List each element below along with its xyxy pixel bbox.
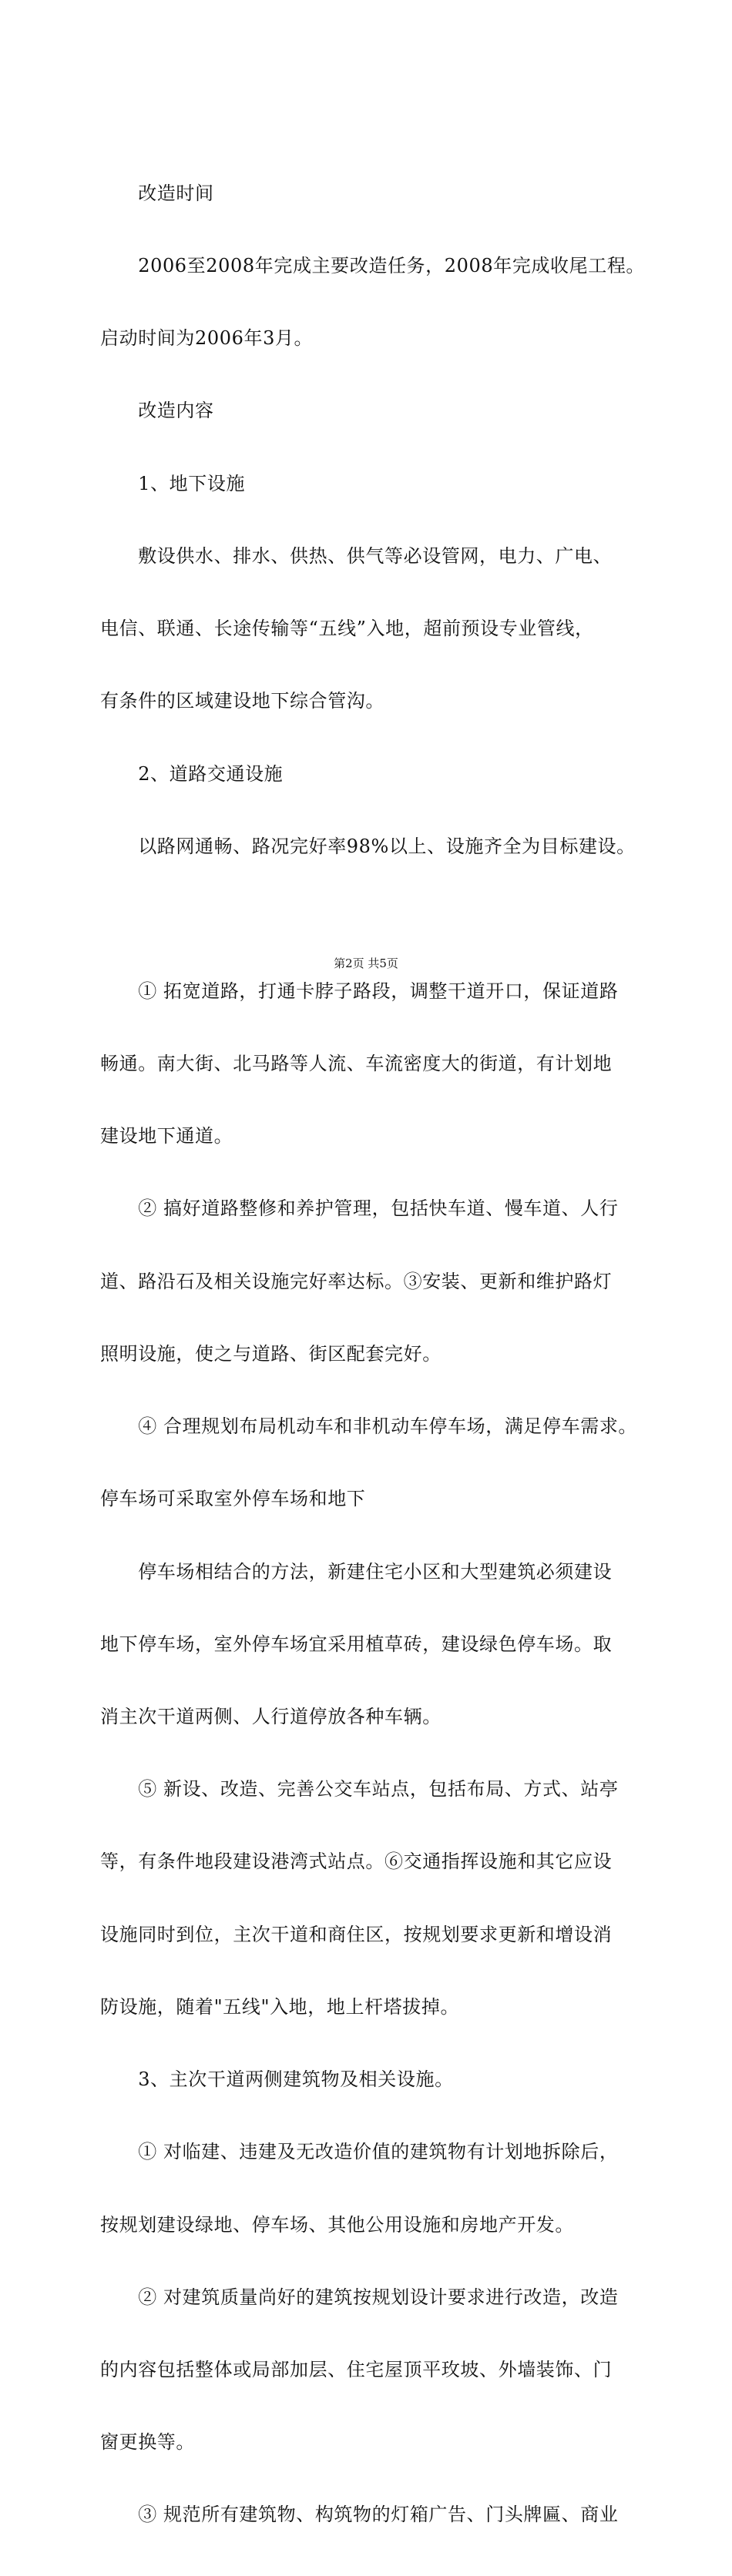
text-line: ② 对建筑质量尚好的建筑按规划设计要求进行改造，改造: [100, 2286, 619, 2308]
text-line: 照明设施，使之与道路、街区配套完好。: [100, 1342, 442, 1365]
text-line: 以路网通畅、路况完好率98%以上、设施齐全为目标建设。: [100, 835, 636, 857]
text-line: 地下停车场，室外停车场宜采用植草砖，建设绿色停车场。取: [100, 1633, 613, 1655]
text-line: 窗更换等。: [100, 2431, 195, 2454]
text-line: ② 搞好道路整修和养护管理，包括快车道、慢车道、人行: [100, 1198, 619, 1220]
text-line: 的内容包括整体或局部加层、住宅屋顶平玫坡、外墙装饰、门: [100, 2358, 613, 2380]
text-line: 停车场可采取室外停车场和地下: [100, 1488, 366, 1510]
blank-line: [100, 907, 655, 931]
text-line: 有条件的区域建设地下综合管沟。: [100, 690, 384, 712]
text-line: ① 对临建、违建及无改造价值的建筑物有计划地拆除后，: [100, 2141, 619, 2163]
document-body: [100, 133, 655, 2576]
text-line: 电信、联通、长途传输等“五线”入地，超前预设专业管线，: [100, 618, 594, 640]
text-line: 启动时间为2006年3月。: [100, 327, 314, 350]
page-number-footer: 第2页 共5页: [334, 956, 398, 970]
text-line: 等，有条件地段建设港湾式站点。⑥交通指挥设施和其它应设: [100, 1851, 613, 1873]
text-line: 停车场相结合的方法，新建住宅小区和大型建筑必须建设: [100, 1560, 613, 1583]
text-line: 设施同时到位，主次干道和商住区，按规划要求更新和增设消: [100, 1923, 613, 1945]
text-line: 改造内容: [100, 400, 214, 422]
text-line: 3、主次干道两侧建筑物及相关设施。: [100, 2069, 454, 2091]
text-line: 2、道路交通设施: [100, 762, 284, 785]
text-line: 2006至2008年完成主要改造任务，2008年完成收尾工程。: [100, 255, 646, 277]
text-line: 消主次干道两侧、人行道停放各种车辆。: [100, 1706, 442, 1727]
text-line: 按规划建设绿地、停车场、其他公用设施和房地产开发。: [100, 2213, 574, 2236]
text-line: ④ 合理规划布局机动车和非机动车停车场，满足停车需求。: [100, 1415, 638, 1438]
text-line: 改造时间: [100, 182, 214, 204]
text-line: 敷设供水、排水、供热、供气等必设管网，电力、广电、: [100, 544, 613, 567]
text-line: 畅通。南大街、北马路等人流、车流密度大的街道，有计划地: [100, 1053, 613, 1075]
text-line: ① 拓宽道路，打通卡脖子路段，调整干道开口，保证道路: [100, 980, 619, 1002]
text-line: 防设施，随着"五线"入地，地上杆塔拔掉。: [100, 1995, 460, 2018]
text-line: 1、地下设施: [100, 472, 246, 494]
text-line: ⑤ 新设、改造、完善公交车站点，包括布局、方式、站亭: [100, 1778, 619, 1801]
text-line: ③ 规范所有建筑物、构筑物的灯箱广告、门头牌匾、商业: [100, 2504, 619, 2526]
text-line: 道、路沿石及相关设施完好率达标。③安装、更新和维护路灯: [100, 1270, 613, 1292]
text-line: 建设地下通道。: [100, 1125, 233, 1147]
